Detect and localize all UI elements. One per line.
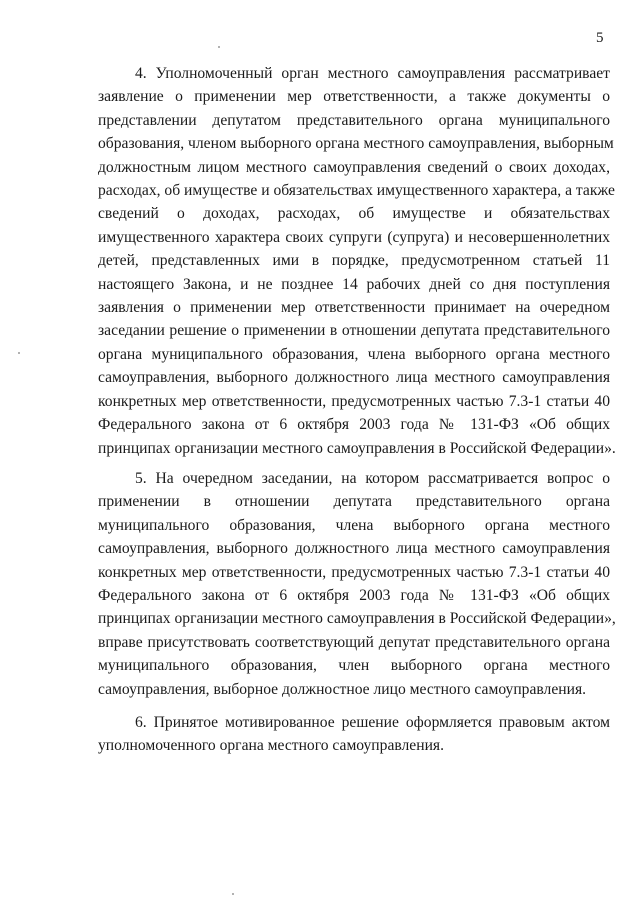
text-line: самоуправления, выборного должностного лица местного самоуправления [98,540,610,558]
text-line: применении в отношении депутата представительного органа [98,493,610,511]
paragraph-5 [98,467,616,701]
text-line: конкретных мер ответственности, предусмотренных частью 7.3-1 статьи 40 [98,563,610,581]
text-line: расходах, об имуществе и обязательствах имущественного характера, а также [98,182,615,200]
text-line: принципах организации местного самоуправления в Российской Федерации», [98,610,616,628]
scan-speck [232,893,234,895]
text-line: 6. Принятое мотивированное решение оформляется правовым актом [135,713,610,731]
text-line: должностным лицом местного самоуправления сведений о своих доходах, [98,158,610,176]
text-line: образования, членом выборного органа местного самоуправления, выборным [98,135,614,153]
text-line: Федерального закона от 6 октября 2003 года № 131-ФЗ «Об общих [98,416,610,434]
page-number: 5 [596,30,604,46]
text-line: самоуправления, выборного должностного лица местного самоуправления [98,369,610,387]
document-body [98,62,616,758]
text-line: вправе присутствовать соответствующий депутат представительного органа [98,633,610,651]
text-line: детей, представленных ими в порядке, предусмотренном статьей 11 [98,252,610,270]
text-line: уполномоченного органа местного самоуправления. [98,737,444,755]
scan-speck [218,46,220,48]
text-line: 5. На очередном заседании, на котором рассматривается вопрос о [135,469,610,487]
text-line: заявление о применении мер ответственности, а также документы о [98,88,610,106]
scan-speck [18,352,20,354]
text-line: конкретных мер ответственности, предусмотренных частью 7.3-1 статьи 40 [98,392,610,410]
text-line: 4. Уполномоченный орган местного самоуправления рассматривает [135,65,610,82]
text-line: Федерального закона от 6 октября 2003 года № 131-ФЗ «Об общих [98,586,610,604]
text-line: заявления о применении мер ответственности принимает на очередном [98,299,610,317]
text-line: муниципального образования, член выборного органа местного [98,657,610,675]
text-line: органа муниципального образования, члена выборного органа местного [98,345,610,363]
text-line: муниципального образования, члена выборного органа местного [98,516,610,534]
text-line: имущественного характера своих супруги (супруга) и несовершеннолетних [98,228,610,246]
text-line: сведений о доходах, расходах, об имуществе и обязательствах [98,205,610,223]
text-line: настоящего Закона, и не позднее 14 рабочих дней со дня поступления [98,275,610,293]
paragraph-4 [98,62,616,460]
text-line: заседании решение о применении в отношении депутата представительного [98,322,610,340]
paragraph-6 [98,711,610,758]
text-line: представлении депутатом представительного органа муниципального [98,111,610,129]
text-line: самоуправления, выборное должностное лицо местного самоуправления. [98,680,587,698]
text-line: принципах организации местного самоуправления в Российской Федерации». [98,439,616,457]
